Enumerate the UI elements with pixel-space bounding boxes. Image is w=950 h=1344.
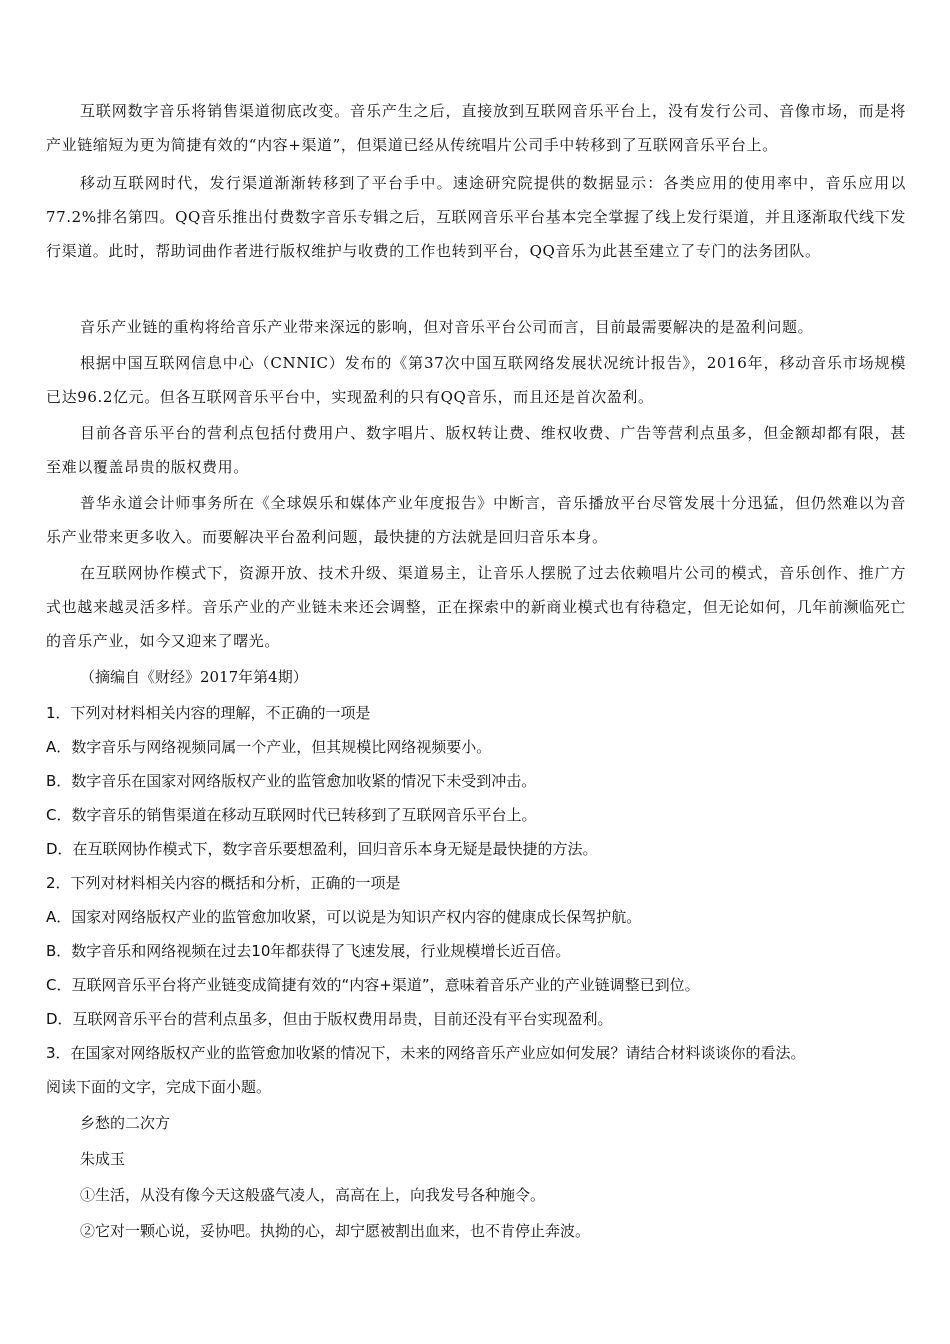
- question-2-option-d: D．互联网音乐平台的营利点虽多，但由于版权费用昂贵，目前还没有平台实现盈利。: [46, 1010, 613, 1028]
- article-line-1: ①生活，从没有像今天这般盛气凌人，高高在上，向我发号各种施令。: [80, 1186, 546, 1204]
- article-author: 朱成玉: [80, 1150, 126, 1168]
- reading-instruction: 阅读下面的文字，完成下面小题。: [46, 1078, 272, 1096]
- question-2-stem: 2．下列对材料相关内容的概括和分析，正确的一项是: [46, 874, 401, 892]
- passage-paragraph-2: 移动互联网时代，发行渠道渐渐转移到了平台手中。速途研究院提供的数据显示：各类应用的使用率中，音乐应用以77.2%排名第四。QQ音乐推出付费数字音乐专辑之后，互联网音乐平台基本完全掌握了线上发行渠道，并且逐渐取代线下发行渠道。此时，帮助词曲作者进行版权维护与收费的工作也转到平台，QQ音乐为此甚至建立了专门的法务团队。: [46, 174, 906, 260]
- question-1-stem: 1．下列对材料相关内容的理解，不正确的一项是: [46, 704, 371, 722]
- article-title: 乡愁的二次方: [80, 1114, 171, 1132]
- question-1-option-a: A．数字音乐与网络视频同属一个产业，但其规模比网络视频要小。: [46, 738, 492, 756]
- passage-paragraph-5: 目前各音乐平台的营利点包括付费用户、数字唱片、版权转让费、维权收费、广告等营利点虽多，但金额却都有限，甚至难以覆盖昂贵的版权费用。: [46, 424, 906, 476]
- passage-paragraph-7: 在互联网协作模式下，资源开放、技术升级、渠道易主，让音乐人摆脱了过去依赖唱片公司的模式，音乐创作、推广方式也越来越灵活多样。音乐产业的产业链未来还会调整，正在探索中的新商业模式也有待稳定，但无论如何，几年前濒临死亡的音乐产业，如今又迎来了曙光。: [46, 564, 906, 650]
- passage-paragraph-3: 音乐产业链的重构将给音乐产业带来深远的影响，但对音乐平台公司而言，目前最需要解决的是盈利问题。: [80, 318, 814, 336]
- question-2-option-b: B．数字音乐和网络视频在过去10年都获得了飞速发展，行业规模增长近百倍。: [46, 942, 571, 960]
- question-3-stem: 3．在国家对网络版权产业的监管愈加收紧的情况下，未来的网络音乐产业应如何发展？请结合材料谈谈你的看法。: [46, 1044, 806, 1062]
- passage-paragraph-6: 普华永道会计师事务所在《全球娱乐和媒体产业年度报告》中断言，音乐播放平台尽管发展十分迅猛，但仍然难以为音乐产业带来更多收入。而要解决平台盈利问题，最快捷的方法就是回归音乐本身。: [46, 494, 906, 546]
- question-2-option-c: C．互联网音乐平台将产业链变成简捷有效的“内容+渠道”，意味着音乐产业的产业链调整已到位。: [46, 976, 700, 994]
- passage-source: （摘编自《财经》2017年第4期）: [80, 668, 308, 686]
- question-1-option-b: B．数字音乐在国家对网络版权产业的监管愈加收紧的情况下未受到冲击。: [46, 772, 537, 790]
- question-1-option-c: C．数字音乐的销售渠道在移动互联网时代已转移到了互联网音乐平台上。: [46, 806, 537, 824]
- article-line-2: ②它对一颗心说，妥协吧。执拗的心，却宁愿被割出血来，也不肯停止奔波。: [80, 1222, 591, 1240]
- question-2-option-a: A．国家对网络版权产业的监管愈加收紧，可以说是为知识产权内容的健康成长保驾护航。: [46, 908, 642, 926]
- passage-paragraph-1: 互联网数字音乐将销售渠道彻底改变。音乐产生之后，直接放到互联网音乐平台上，没有发行公司、音像市场，而是将产业链缩短为更为简捷有效的“内容+渠道”，但渠道已经从传统唱片公司手中转移到了互联网音乐平台上。: [46, 102, 906, 154]
- question-1-option-d: D．在互联网协作模式下，数字音乐要想盈利，回归音乐本身无疑是最快捷的方法。: [46, 840, 598, 858]
- passage-paragraph-4: 根据中国互联网信息中心（CNNIC）发布的《第37次中国互联网络发展状况统计报告》，2016年，移动音乐市场规模已达96.2亿元。但各互联网音乐平台中，实现盈利的只有QQ音乐，而且还是首次盈利。: [46, 354, 906, 406]
